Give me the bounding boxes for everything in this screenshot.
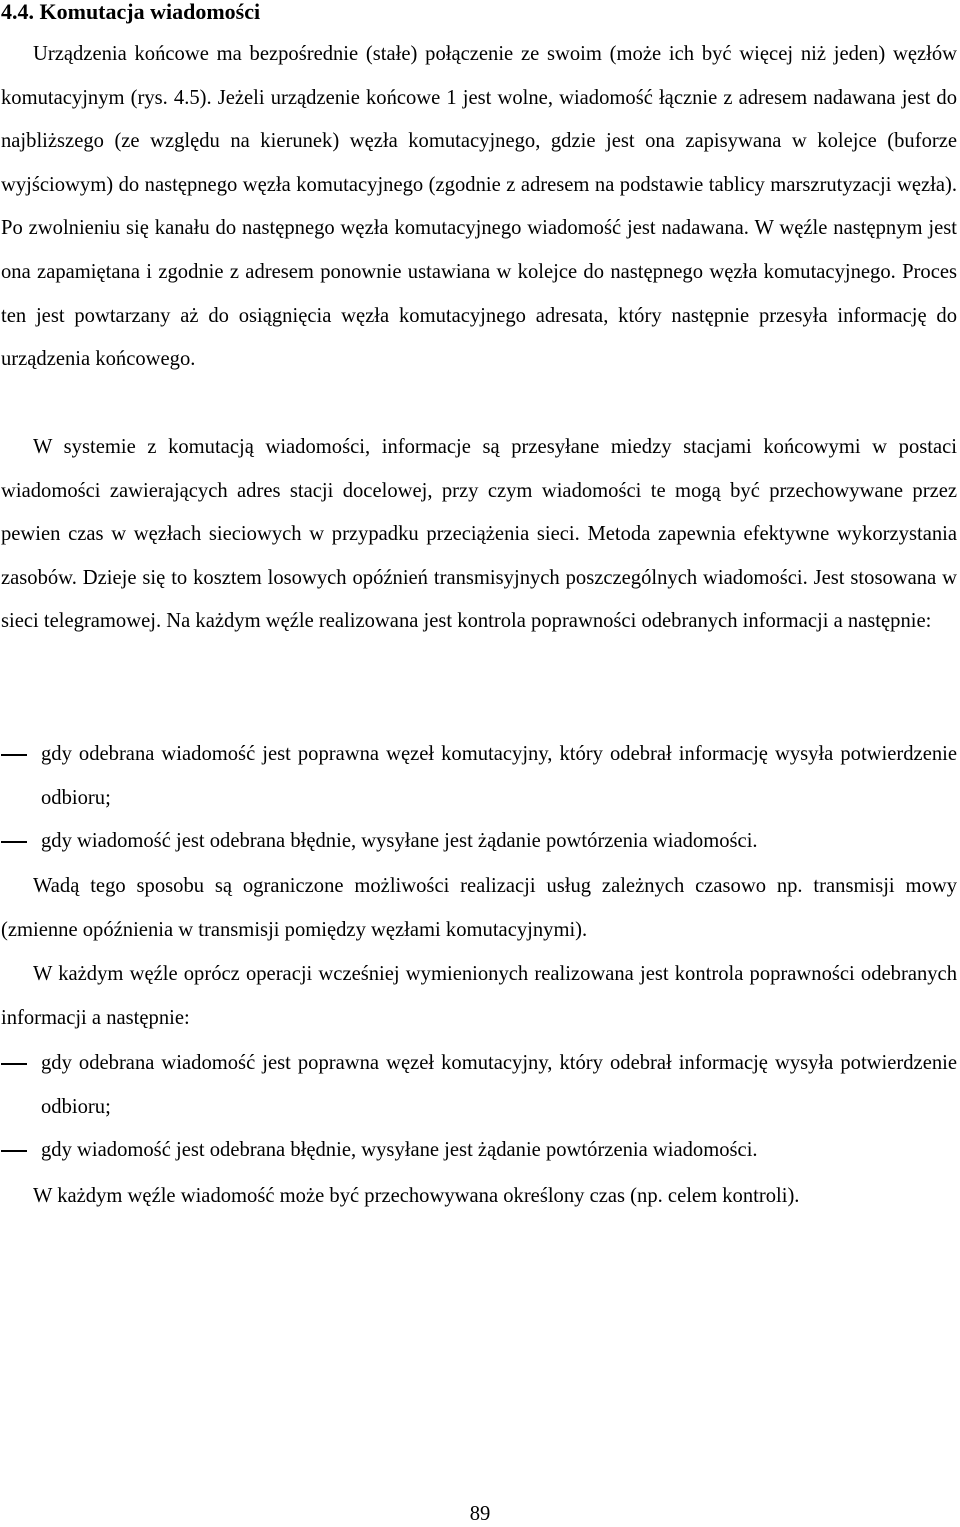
dash-bullet-icon	[1, 754, 27, 756]
paragraph-drawback: Wadą tego sposobu są ograniczone możliwości realizacji usług zależnych czasowo np. transmisji mowy (zmienne opóźnienia w transmisji pomiędzy węzłami komutacyjnymi).	[1, 875, 957, 941]
section-heading: 4.4. Komutacja wiadomości	[1, 0, 261, 24]
list-item-text: gdy odebrana wiadomość jest poprawna węzeł komutacyjny, który odebrał informację wysyła potwierdzenie odbioru;	[41, 1052, 957, 1118]
page-number: 89	[469, 1503, 491, 1525]
verification-list-2	[1, 1042, 957, 1173]
paragraph-message-switching-system: W systemie z komutacją wiadomości, informacje są przesyłane miedzy stacjami końcowymi w postaci wiadomości zawierających adres stacji docelowej, przy czym wiadomości te mogą być przechowywane przez pewien czas w węzłach sieciowych w przypadku przeciążenia sieci. Metoda zapewnia efektywne wykorzystania zasobów. Dzieje się to kosztem losowych opóźnień transmisyjnych poszczególnych wiadomości. Jest stosowana w sieci telegramowej. Na każdym węźle realizowana jest kontrola poprawności odebranych informacji a następnie:	[1, 436, 957, 633]
paragraph-node-verification: W każdym węźle oprócz operacji wcześniej wymienionych realizowana jest kontrola poprawności odebranych informacji a następnie:	[1, 963, 957, 1029]
list-item-text: gdy wiadomość jest odebrana błędnie, wysyłane jest żądanie powtórzenia wiadomości.	[41, 830, 758, 853]
list-item	[1, 820, 957, 864]
paragraph-message-switching-process: Urządzenia końcowe ma bezpośrednie (stałe) połączenie ze swoim (może ich być więcej niż jeden) węzłów komutacyjnym (rys. 4.5). Jeżeli urządzenie końcowe 1 jest wolne, wiadomość łącznie z adresem nadawana jest do najbliższego (ze względu na kierunek) węzła komutacyjnego, gdzie jest ona zapisywana w kolejce (buforze wyjściowym) do następnego węzła komutacyjnego (zgodnie z adresem na podstawie tablicy marszrutyzacji węzła). Po zwolnieniu się kanału do następnego węzła komutacyjnego wiadomość jest nadawana. W węźle następnym jest ona zapamiętana i zgodnie z adresem ponownie ustawiana w kolejce do następnego węzła komutacyjnego. Proces ten jest powtarzany aż do osiągnięcia węzła komutacyjnego adresata, który następnie przesyła informację do urządzenia końcowego.	[1, 43, 957, 371]
list-item-text: gdy odebrana wiadomość jest poprawna węzeł komutacyjny, który odebrał informację wysyła potwierdzenie odbioru;	[41, 743, 957, 809]
dash-bullet-icon	[1, 1150, 27, 1152]
dash-bullet-icon	[1, 1063, 27, 1065]
list-item	[1, 733, 957, 820]
paragraph-storage: W każdym węźle wiadomość może być przechowywana określony czas (np. celem kontroli).	[33, 1185, 800, 1207]
dash-bullet-icon	[1, 841, 27, 843]
verification-list-1	[1, 733, 957, 864]
list-item-text: gdy wiadomość jest odebrana błędnie, wysyłane jest żądanie powtórzenia wiadomości.	[41, 1139, 758, 1162]
list-item	[1, 1129, 957, 1173]
list-item	[1, 1042, 957, 1129]
